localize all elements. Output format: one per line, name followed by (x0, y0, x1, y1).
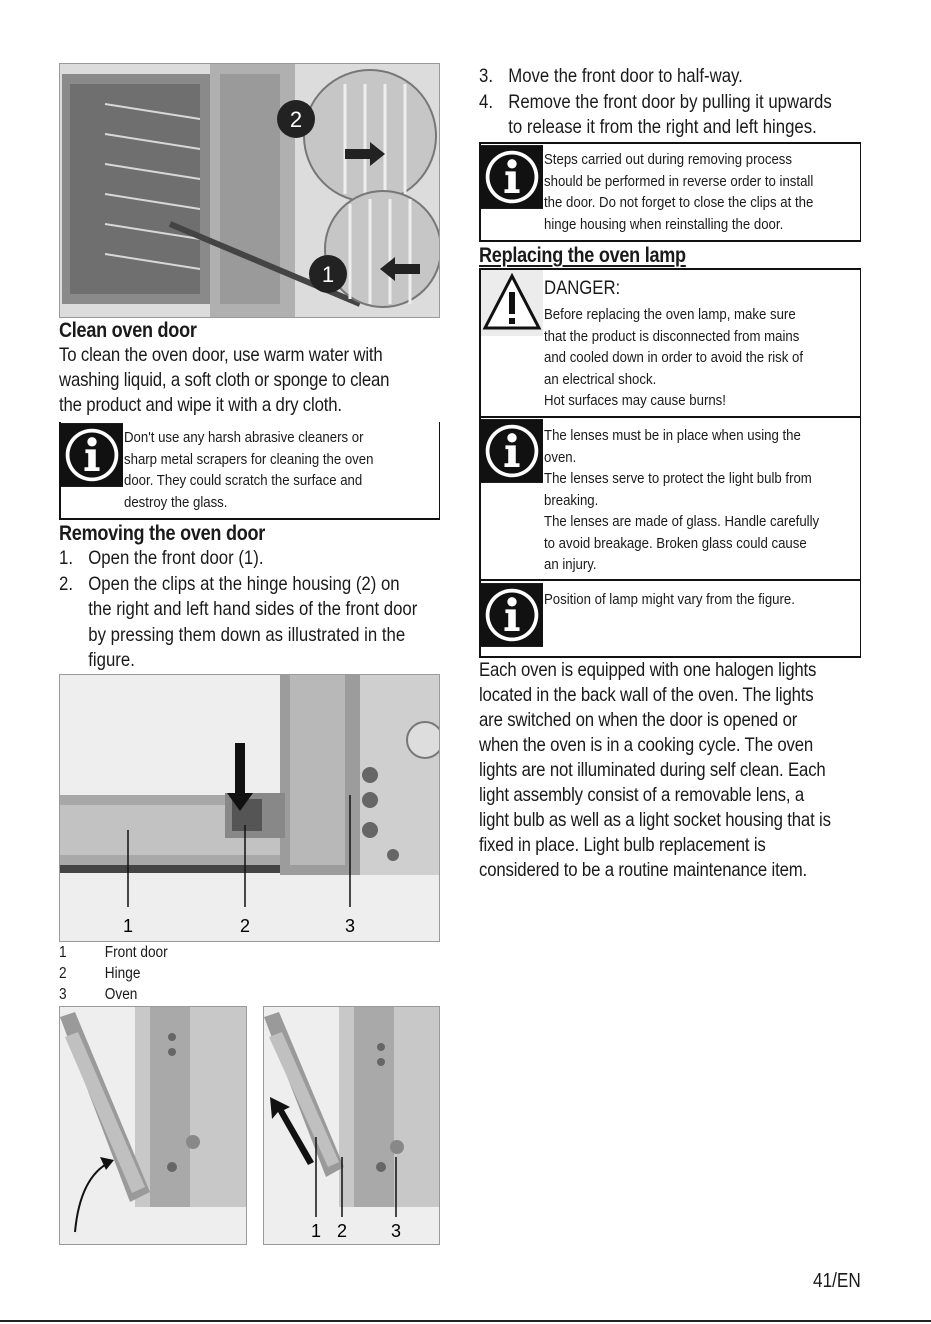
clean-line: To clean the oven door, use warm water with (59, 344, 383, 366)
heading-removing-oven-door: Removing the oven door (59, 522, 266, 545)
danger-line: Hot surfaces may cause burns! (544, 392, 726, 409)
danger-line: and cooled down in order to avoid the risk of (544, 349, 804, 366)
info-line: hinge housing when reinstalling the door. (544, 215, 784, 233)
danger-warning-icon (481, 270, 543, 336)
page-bottom-rule (0, 1320, 931, 1322)
info-line: The lenses are made of glass. Handle carefully (544, 513, 820, 530)
info-icon (481, 418, 543, 484)
info-line: should be performed in reverse order to install (544, 172, 814, 190)
info-line: The lenses must be in place when using the (544, 427, 801, 444)
label-2: 2 (336, 1221, 348, 1241)
lamp-line: located in the back wall of the oven. The lights (479, 684, 814, 706)
step-4: 4. Remove the front door by pulling it upwards (479, 90, 832, 113)
lamp-line: are switched on when the door is opened or (479, 709, 798, 731)
lamp-line: fixed in place. Light bulb replacement is (479, 834, 766, 856)
step-2-line: figure. (88, 649, 135, 671)
lamp-line: when the oven is in a cooking cycle. The oven (479, 734, 814, 756)
lamp-line: light assembly consist of a removable lens, a (479, 784, 805, 806)
label-1: 1 (310, 1221, 322, 1241)
step-2: 2. Open the clips at the hinge housing (2) on (59, 572, 400, 595)
heading-clean-oven-door: Clean oven door (59, 319, 197, 342)
step-2-line: the right and left hand sides of the front door (88, 598, 418, 620)
lamp-line: considered to be a routine maintenance item. (479, 859, 808, 881)
danger-line: Before replacing the oven lamp, make sure (544, 306, 796, 323)
step-4-line: to release it from the right and left hinges. (508, 116, 817, 138)
danger-line: an electrical shock. (544, 370, 657, 388)
info-box-cleaning (59, 422, 440, 520)
info-line: an injury. (544, 556, 597, 573)
info-line: sharp metal scrapers for cleaning the oven (124, 450, 374, 468)
door-lift-illustration (263, 1006, 440, 1245)
step-2-line: by pressing them down as illustrated in the (88, 623, 406, 646)
info-line: The lenses serve to protect the light bulb from (544, 470, 812, 487)
oven-door-clips-illustration (59, 63, 440, 318)
removing-steps (59, 546, 417, 674)
info-icon (481, 582, 543, 648)
info-box-reinstall (479, 142, 861, 242)
info-line: Position of lamp might vary from the figure. (544, 591, 795, 608)
removing-steps-continued (479, 64, 832, 141)
hinge-illustration (59, 674, 440, 942)
info-line: oven. (544, 448, 577, 466)
danger-title: DANGER: (544, 278, 621, 299)
warning-box-group (479, 268, 861, 658)
info-icon (481, 144, 543, 210)
callout-1: 1 (321, 262, 335, 287)
lamp-paragraph (479, 658, 831, 883)
info-line: destroy the glass. (124, 493, 228, 511)
label-3: 3 (344, 916, 356, 936)
info-icon (61, 422, 123, 488)
label-3: 3 (390, 1221, 402, 1241)
door-tilt-illustration (59, 1006, 247, 1245)
legend-item: 1 Front door (59, 944, 168, 961)
clean-paragraph (59, 343, 389, 418)
figure-legend (59, 942, 168, 1005)
info-line: Don't use any harsh abrasive cleaners or (124, 429, 364, 446)
info-line: to avoid breakage. Broken glass could cause (544, 534, 807, 552)
lamp-line: Each oven is equipped with one halogen lights (479, 659, 817, 681)
step-3: 3. Move the front door to half-way. (479, 65, 743, 87)
legend-item: 3 Oven (59, 986, 138, 1003)
heading-replacing-oven-lamp: Replacing the oven lamp (479, 244, 686, 267)
callout-2: 2 (289, 107, 303, 132)
legend-item: 2 Hinge (59, 965, 141, 982)
info-line: breaking. (544, 491, 599, 509)
danger-line: that the product is disconnected from mains (544, 327, 800, 345)
clean-line: the product and wipe it with a dry cloth. (59, 394, 342, 416)
lamp-line: lights are not illuminated during self clean. Each (479, 759, 826, 781)
page-number: 41/EN (813, 1270, 861, 1292)
info-line: the door. Do not forget to close the clips at the (544, 194, 814, 211)
lamp-line: light bulb as well as a light socket housing that is (479, 809, 831, 831)
info-line: Steps carried out during removing process (544, 151, 792, 168)
label-1: 1 (122, 916, 134, 936)
clean-line: washing liquid, a soft cloth or sponge to clean (59, 369, 390, 391)
step-1: 1. Open the front door (1). (59, 547, 264, 569)
label-2: 2 (239, 916, 251, 936)
info-line: door. They could scratch the surface and (124, 472, 363, 489)
